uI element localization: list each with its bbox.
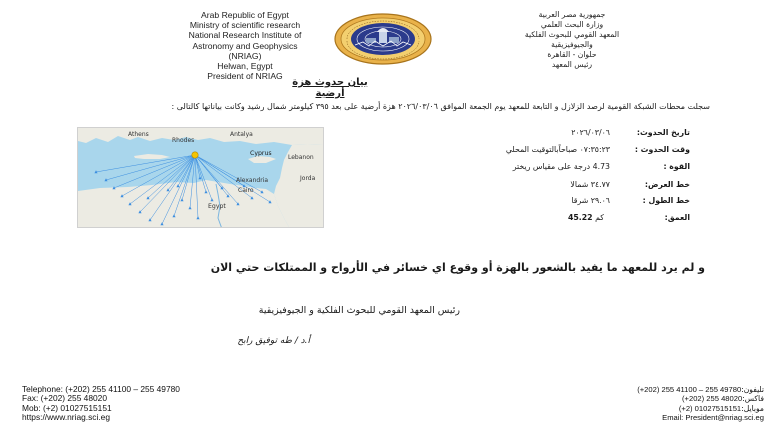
damage-statement: و لم يرد للمعهد ما يفيد بالشعور بالهزة أو وقوع اي خسائر في الأرواح و الممتلكات حتي الان <box>210 261 705 274</box>
map-label-egypt: Egypt <box>208 203 226 210</box>
field-value-text: ٢٠٢٦/٠٣/٠٦ <box>571 128 610 137</box>
field-label: وقت الحدوث : <box>634 145 690 154</box>
field-value-text: ٢٩.٠٦ شرقا <box>571 196 610 205</box>
field-unit: كم <box>595 213 604 222</box>
footer-ar-fax <box>540 394 764 403</box>
field-value-text: ٠٧:٣٥:٢٣ صباحاًبالتوقيت المحلي <box>505 145 610 154</box>
letterhead-en-line: National Research Institute of <box>188 30 302 41</box>
field-value <box>460 144 610 156</box>
field-value <box>460 127 610 139</box>
footer-english <box>22 385 282 422</box>
field-value <box>460 195 610 207</box>
field-label: القوة : <box>663 162 690 171</box>
footer-ar-fax-value: (+202) 255 48020 <box>682 394 743 404</box>
map-label-cyprus: Cyprus <box>250 150 272 157</box>
map-label-rhodes: Rhodes <box>172 137 195 144</box>
footer-ar-mob-label: موبايل: <box>741 403 764 413</box>
epicenter-map <box>77 127 324 228</box>
letterhead-english <box>150 10 340 81</box>
field-date <box>455 127 690 139</box>
letterhead-ar-line: وزارة البحث العلمي <box>540 20 604 29</box>
map-label-alexandria: Alexandria <box>236 177 269 184</box>
footer-fax: Fax: (+202) 255 48020 <box>22 393 107 404</box>
letterhead-ar-line: المعهد القومي للبحوث الفلكية <box>524 30 620 39</box>
field-label: خط الطول : <box>642 196 690 205</box>
footer-ar-fax-label: فاكس: <box>742 394 764 404</box>
signatory-name: أ.د / طه توفيق رابح <box>237 336 310 346</box>
letterhead-en-line: (NRIAG) <box>228 50 262 61</box>
letterhead-ar-line: حلوان - القاهرة <box>547 50 597 59</box>
letterhead-en-line: Helwan, Egypt <box>217 61 273 72</box>
letterhead-en-line: President of NRIAG <box>207 71 283 82</box>
footer-email-link[interactable] <box>540 413 764 422</box>
footer-arabic <box>540 385 764 422</box>
field-value-text: ٣٤.٧٧ شمالا <box>570 180 610 189</box>
footer-ar-mob <box>540 404 764 413</box>
footer-ar-tel-label: تليفون: <box>741 385 764 394</box>
field-value-text: 4.73 درجة على مقياس ريختر <box>512 162 610 171</box>
signatory-title: رئيس المعهد القومي للبحوث الفلكية و الجيوفيزيقية <box>258 305 460 316</box>
field-value-text: 45.22 <box>567 213 593 222</box>
field-label: تاريخ الحدوث: <box>636 128 690 137</box>
map-label-jordan: Jorda <box>300 175 316 182</box>
report-title: بيان حدوث هزة أرضية <box>292 77 368 99</box>
epicenter-marker <box>192 152 198 158</box>
letterhead-arabic <box>502 10 642 70</box>
report-intro: سجلت محطات الشبكة القومية لرصد الزلازل و التابعة للمعهد يوم الجمعة الموافق ٢٠٢٦/٠٣/٠٦ هزة أرضية على بعد ٣٩٥ كيلومتر شمال رشيد وكانت بياناتها كالتالى : <box>171 102 710 111</box>
footer-website-link[interactable]: https://www.nriag.sci.eg <box>22 411 110 422</box>
letterhead-ar-line: رئيس المعهد <box>551 60 593 69</box>
map-label-antalya: Antalya <box>230 131 253 138</box>
footer-email-text: Email: President@nriag.sci.eg <box>662 412 764 422</box>
footer-ar-tel <box>540 385 764 394</box>
field-label: العمق: <box>664 213 690 222</box>
field-depth <box>455 212 690 224</box>
map-label-athens: Athens <box>128 131 149 138</box>
nriag-seal-icon <box>333 12 433 66</box>
field-time <box>455 144 690 156</box>
map-label-lebanon: Lebanon <box>288 154 314 161</box>
letterhead-ar-line: والجيوفيزيقية <box>551 40 593 49</box>
field-value <box>460 161 610 173</box>
letterhead-en-line: Astronomy and Geophysics <box>192 40 298 51</box>
letterhead-en-line: Arab Republic of Egypt <box>201 10 289 20</box>
field-value <box>460 179 610 191</box>
field-value <box>460 212 610 224</box>
footer-ar-tel-value: (+202) 255 41100 – 255 49780 <box>637 385 742 394</box>
field-magnitude <box>455 161 690 173</box>
map-label-cairo: Cairo <box>238 187 254 194</box>
footer-ar-mob-value: (+2) 01027515151 <box>678 403 742 413</box>
field-label: خط العرض: <box>644 180 690 189</box>
footer-mobile: Mob: (+2) 01027515151 <box>22 402 112 413</box>
footer-telephone: Telephone: (+202) 255 41100 – 255 49780 <box>22 384 180 394</box>
field-latitude <box>455 179 690 191</box>
letterhead-ar-line: جمهورية مصر العربية <box>538 10 606 19</box>
letterhead-en-line: Ministry of scientific research <box>189 20 301 31</box>
field-longitude <box>455 195 690 207</box>
